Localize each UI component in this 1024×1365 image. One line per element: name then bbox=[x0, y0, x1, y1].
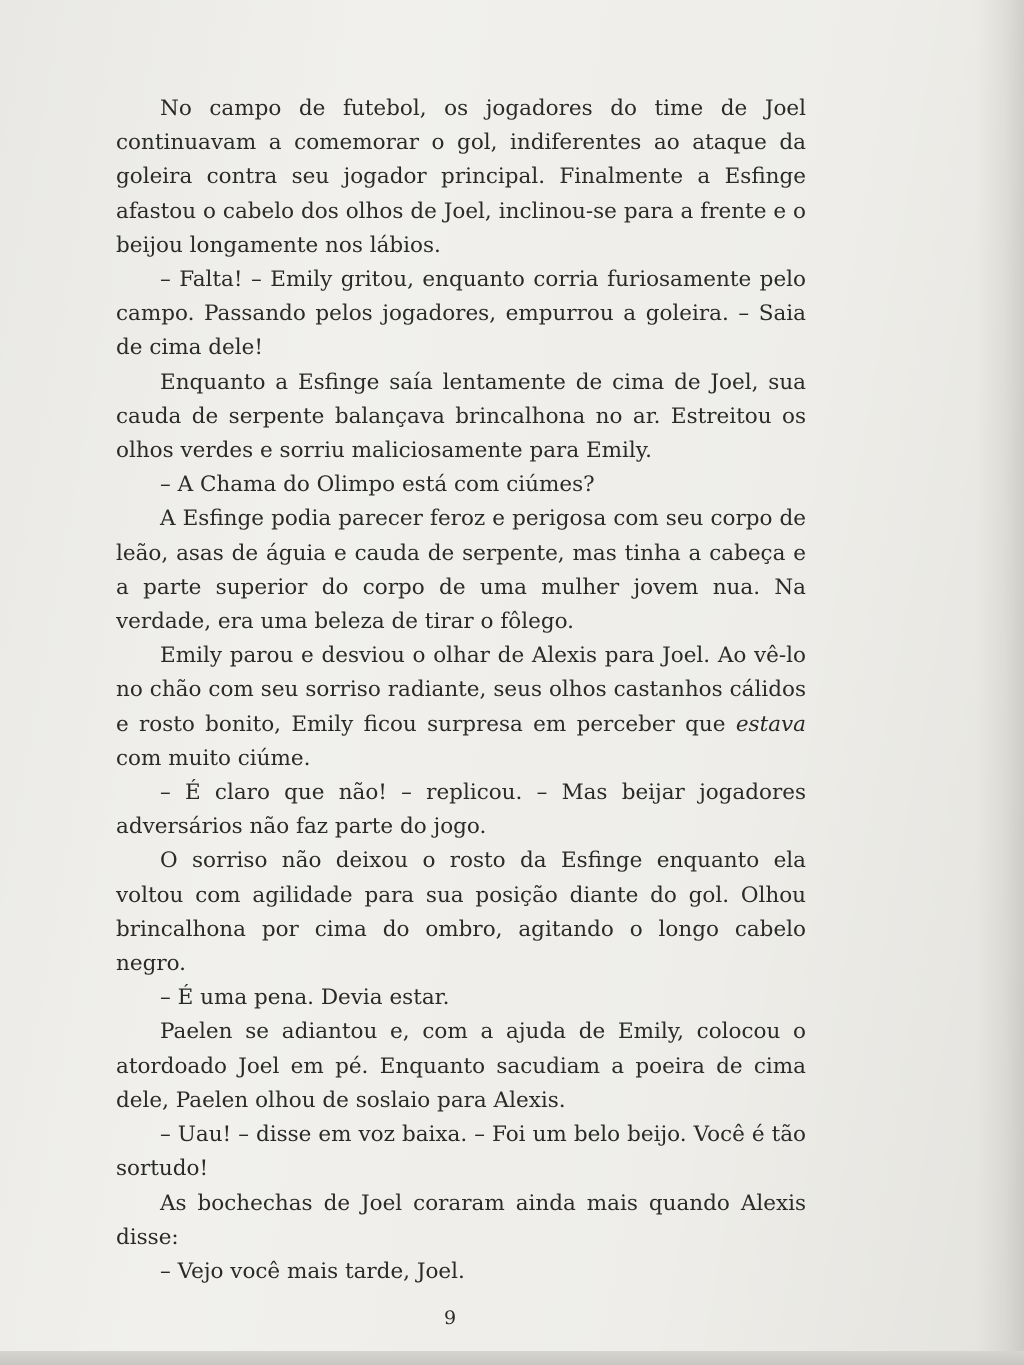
table-surface bbox=[0, 1351, 1024, 1365]
paragraph: – Falta! – Emily gritou, enquanto corria furiosamente pelo campo. Passando pelos jogadores, empurrou a goleira. – Saia de cima dele! bbox=[116, 267, 806, 361]
body-text bbox=[116, 92, 806, 1289]
paragraph: – É claro que não! – replicou. – Mas beijar jogadores adversários não faz parte do jogo. bbox=[116, 780, 806, 840]
paragraph: No campo de futebol, os jogadores do time de Joel continuavam a comemorar o gol, indiferentes ao ataque da goleira contra seu jogador principal. Finalmente a Esfinge afastou o cabelo dos olhos de Joel, inclinou-se para a frente e o beijou longamente nos lábios. bbox=[116, 96, 806, 258]
italic-word: estava bbox=[735, 711, 806, 737]
paragraph: Paelen se adiantou e, com a ajuda de Emily, colocou o atordoado Joel em pé. Enquanto sacudiam a poeira de cima dele, Paelen olhou de soslaio para Alexis. bbox=[116, 1019, 806, 1113]
paragraph: – Vejo você mais tarde, Joel. bbox=[160, 1258, 465, 1284]
paragraph: – É uma pena. Devia estar. bbox=[160, 985, 450, 1011]
paragraph-text: Emily parou e desviou o olhar de Alexis para Joel. Ao vê-lo no chão com seu sorriso radiante, seus olhos castanhos cálidos e rosto bonito, Emily ficou surpresa em perceber que bbox=[116, 643, 806, 737]
page-edge-shadow bbox=[976, 0, 1024, 1365]
paragraph: – Uau! – disse em voz baixa. – Foi um belo beijo. Você é tão sortudo! bbox=[116, 1122, 806, 1182]
paragraph-emily bbox=[116, 639, 806, 776]
paragraph: As bochechas de Joel coraram ainda mais quando Alexis disse: bbox=[116, 1190, 806, 1250]
paragraph-text: com muito ciúme. bbox=[116, 745, 311, 771]
paragraph: O sorriso não deixou o rosto da Esfinge enquanto ela voltou com agilidade para sua posição diante do gol. Olhou brincalhona por cima do ombro, agitando o longo cabelo negro. bbox=[116, 848, 806, 977]
page-number: 9 bbox=[443, 1307, 457, 1329]
paragraph: Enquanto a Esfinge saía lentamente de cima de Joel, sua cauda de serpente balançava brincalhona no ar. Estreitou os olhos verdes e sorriu maliciosamente para Emily. bbox=[116, 369, 806, 464]
paragraph: – A Chama do Olimpo está com ciúmes? bbox=[160, 472, 595, 498]
paragraph: A Esfinge podia parecer feroz e perigosa com seu corpo de leão, asas de águia e cauda de serpente, mas tinha a cabeça e a parte superior do corpo de uma mulher jovem nua. Na verdade, era uma beleza de tirar o fôlego. bbox=[116, 506, 806, 635]
